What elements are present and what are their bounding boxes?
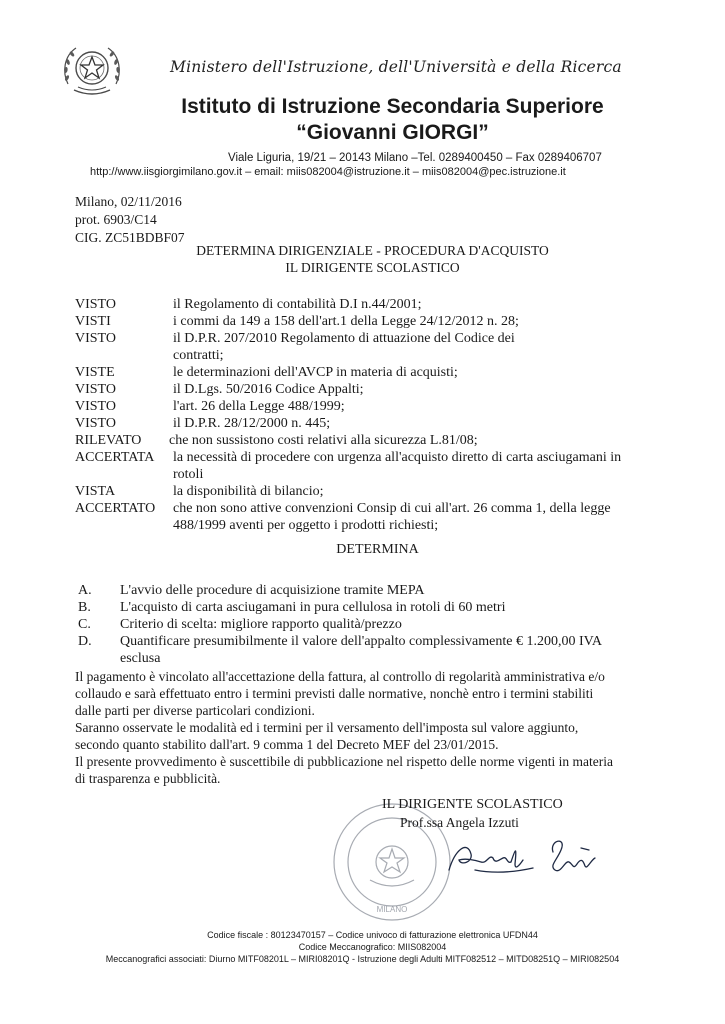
- premise-text: la disponibilità di bilancio;: [173, 484, 324, 499]
- signatory-title: IL DIRIGENTE SCOLASTICO: [382, 797, 563, 812]
- determina-label: DETERMINA: [336, 542, 419, 557]
- item-marker: A.: [78, 583, 92, 598]
- paragraph-line: collaudo e sarà effettuato entro i termini previsti dalle normative, nonchè entro i termini stabiliti: [75, 686, 594, 701]
- premise-key: VISTO: [75, 331, 116, 346]
- signatory-name: Prof.ssa Angela Izzuti: [400, 815, 519, 830]
- institute-address: Viale Liguria, 19/21 – 20143 Milano –Tel. 0289400450 – Fax 0289406707: [228, 152, 602, 164]
- premise-text: che non sono attive convenzioni Consip di cui all'art. 26 comma 1, della legge: [173, 501, 611, 516]
- document-heading: DETERMINA DIRIGENZIALE - PROCEDURA D'ACQUISTO: [196, 243, 549, 258]
- item-marker: C.: [78, 617, 91, 632]
- premise-text-continued: 488/1999 aventi per oggetto i prodotti richiesti;: [173, 518, 439, 533]
- premise-key: VISTO: [75, 399, 116, 414]
- premise-key: VISTO: [75, 382, 116, 397]
- premise-key: VISTO: [75, 416, 116, 431]
- premise-key: VISTA: [75, 484, 116, 499]
- paragraph-line: Saranno osservate le modalità ed i termini per il versamento dell'imposta sul valore aggiunto,: [75, 720, 579, 735]
- premise-key: RILEVATO: [75, 433, 142, 448]
- document-meta: [75, 193, 185, 247]
- footer-mechanographic-code: Codice Meccanografico: MIIS082004: [298, 942, 447, 952]
- premise-text: le determinazioni dell'AVCP in materia di acquisti;: [173, 365, 458, 380]
- premise-text: la necessità di procedere con urgenza all'acquisto diretto di carta asciugamani in: [173, 450, 622, 465]
- item-text: L'avvio delle procedure di acquisizione tramite MEPA: [120, 583, 425, 598]
- premise-text: il D.Lgs. 50/2016 Codice Appalti;: [173, 382, 364, 397]
- cig-code: CIG. ZC51BDBF07: [75, 230, 185, 245]
- paragraph-line: Il pagamento è vincolato all'accettazione della fattura, al controllo di regolarità amministrativa e/o: [75, 669, 605, 684]
- premise-text: i commi da 149 a 158 dell'art.1 della Legge 24/12/2012 n. 28;: [173, 314, 519, 329]
- item-text: Criterio di scelta: migliore rapporto qualità/prezzo: [120, 617, 402, 632]
- item-text-continued: esclusa: [120, 651, 161, 666]
- institute-contacts: http://www.iisgiorgimilano.gov.it – email: miis082004@istruzione.it – miis082004@pec.istruzione.it: [90, 166, 566, 178]
- ministry-heading: Ministero dell'Istruzione, dell'Università e della Ricerca: [170, 58, 622, 76]
- premise-text: l'art. 26 della Legge 488/1999;: [173, 399, 345, 414]
- paragraph-line: secondo quanto stabilito dall'art. 9 comma 1 del Decreto MEF del 23/01/2015.: [75, 737, 499, 752]
- institute-name: “Giovanni GIORGI”: [296, 121, 489, 144]
- premise-key: VISTI: [75, 314, 111, 329]
- item-text: Quantificare presumibilmente il valore dell'appalto complessivamente € 1.200,00 IVA: [120, 634, 603, 649]
- paragraph-line: di trasparenza e pubblicità.: [75, 771, 221, 786]
- premise-text: il Regolamento di contabilità D.I n.44/2001;: [173, 297, 422, 312]
- republic-emblem-icon: [60, 40, 124, 102]
- document-date: Milano, 02/11/2016: [75, 194, 182, 209]
- premise-text-continued: contratti;: [173, 348, 224, 363]
- premise-key: VISTE: [75, 365, 115, 380]
- premise-text: il D.P.R. 28/12/2000 n. 445;: [173, 416, 331, 431]
- premise-key: VISTO: [75, 297, 116, 312]
- premise-text: che non sussistono costi relativi alla sicurezza L.81/08;: [169, 433, 478, 448]
- footer-associated-codes: Meccanografici associati: Diurno MITF08201L – MIRI08201Q - Istruzione degli Adulti MITF082512 – MITD08251Q – MIRI082504: [105, 954, 620, 964]
- paragraph-line: Il presente provvedimento è suscettibile di pubblicazione nel rispetto delle norme vigenti in materia: [75, 754, 613, 769]
- premise-key: ACCERTATO: [75, 501, 156, 516]
- footer-fiscal-code: Codice fiscale : 80123470157 – Codice univoco di fatturazione elettronica UFDN44: [207, 930, 538, 940]
- premise-text-continued: rotoli: [173, 467, 204, 482]
- protocol-number: prot. 6903/C14: [75, 212, 157, 227]
- item-marker: D.: [78, 634, 92, 649]
- item-text: L'acquisto di carta asciugamani in pura cellulosa in rotoli di 60 metri: [120, 600, 506, 615]
- premise-key: ACCERTATA: [75, 450, 155, 465]
- stamp-text: MILANO: [376, 905, 408, 914]
- premise-text: il D.P.R. 207/2010 Regolamento di attuazione del Codice dei: [173, 331, 515, 346]
- paragraph-line: dalle parti per diverse particolari condizioni.: [75, 703, 315, 718]
- institute-title: Istituto di Istruzione Secondaria Superiore: [181, 95, 604, 118]
- handwritten-signature-icon: [445, 830, 605, 885]
- document-subheading: IL DIRIGENTE SCOLASTICO: [285, 260, 460, 275]
- item-marker: B.: [78, 600, 91, 615]
